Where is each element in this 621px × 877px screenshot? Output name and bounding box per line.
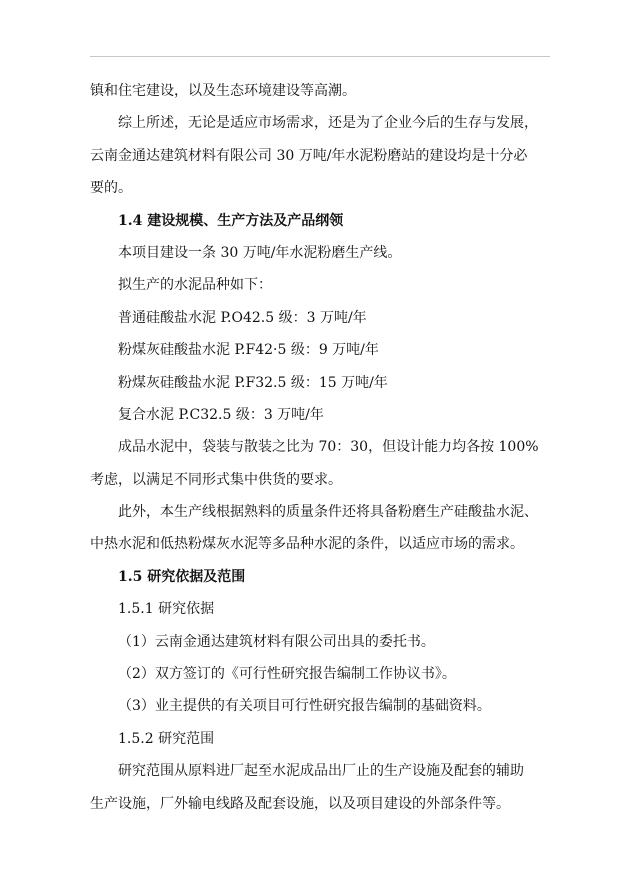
text-line: 拟生产的水泥品种如下： xyxy=(118,277,272,294)
text-line: 1.5.2 研究范围 xyxy=(118,730,215,747)
section-heading: 1.4 建设规模、生产方法及产品纲领 xyxy=(118,212,344,229)
text-line: 普通硅酸盐水泥 P.O42.5 级：3 万吨/年 xyxy=(118,309,367,326)
text-line: 中热水泥和低热粉煤灰水泥等多品种水泥的条件，以适应市场的需求。 xyxy=(90,536,524,553)
text-line: 生产设施，厂外输电线路及配套设施，以及项目建设的外部条件等。 xyxy=(90,795,510,812)
text-line: 本项目建设一条 30 万吨/年水泥粉磨生产线。 xyxy=(118,244,402,261)
text-line: 考虑，以满足不同形式集中供货的要求。 xyxy=(90,471,342,488)
text-line: （2）双方签订的《可行性研究报告编制工作协议书》。 xyxy=(118,666,456,683)
text-line: 综上所述，无论是适应市场需求，还是为了企业今后的生存与发展， xyxy=(118,115,538,132)
text-line: 镇和住宅建设，以及生态环境建设等高潮。 xyxy=(90,83,356,99)
text-line: （1）云南金通达建筑材料有限公司出具的委托书。 xyxy=(118,633,435,650)
text-line: 研究范围从原料进厂起至水泥成品出厂止的生产设施及配套的辅助 xyxy=(118,763,524,780)
text-line: 粉煤灰硅酸盐水泥 P.F42·5 级：9 万吨/年 xyxy=(118,342,379,359)
text-line: 复合水泥 P.C32.5 级：3 万吨/年 xyxy=(118,406,324,423)
text-line: 粉煤灰硅酸盐水泥 P.F32.5 级：15 万吨/年 xyxy=(118,374,388,391)
text-line: 1.5.1 研究依据 xyxy=(118,601,215,618)
text-line: 云南金通达建筑材料有限公司 30 万吨/年水泥粉磨站的建设均是十分必 xyxy=(90,147,528,164)
text-line: 此外，本生产线根据熟料的质量条件还将具备粉磨生产硅酸盐水泥、 xyxy=(118,504,538,521)
text-line: 成品水泥中，袋装与散装之比为 70：30，但设计能力均各按 100% xyxy=(118,439,539,456)
header-rule xyxy=(90,56,550,57)
text-line: 要的。 xyxy=(90,180,132,197)
document-body xyxy=(90,75,550,820)
text-line: （3）业主提供的有关项目可行性研究报告编制的基础资料。 xyxy=(118,698,491,715)
section-heading: 1.5 研究依据及范围 xyxy=(118,568,246,585)
